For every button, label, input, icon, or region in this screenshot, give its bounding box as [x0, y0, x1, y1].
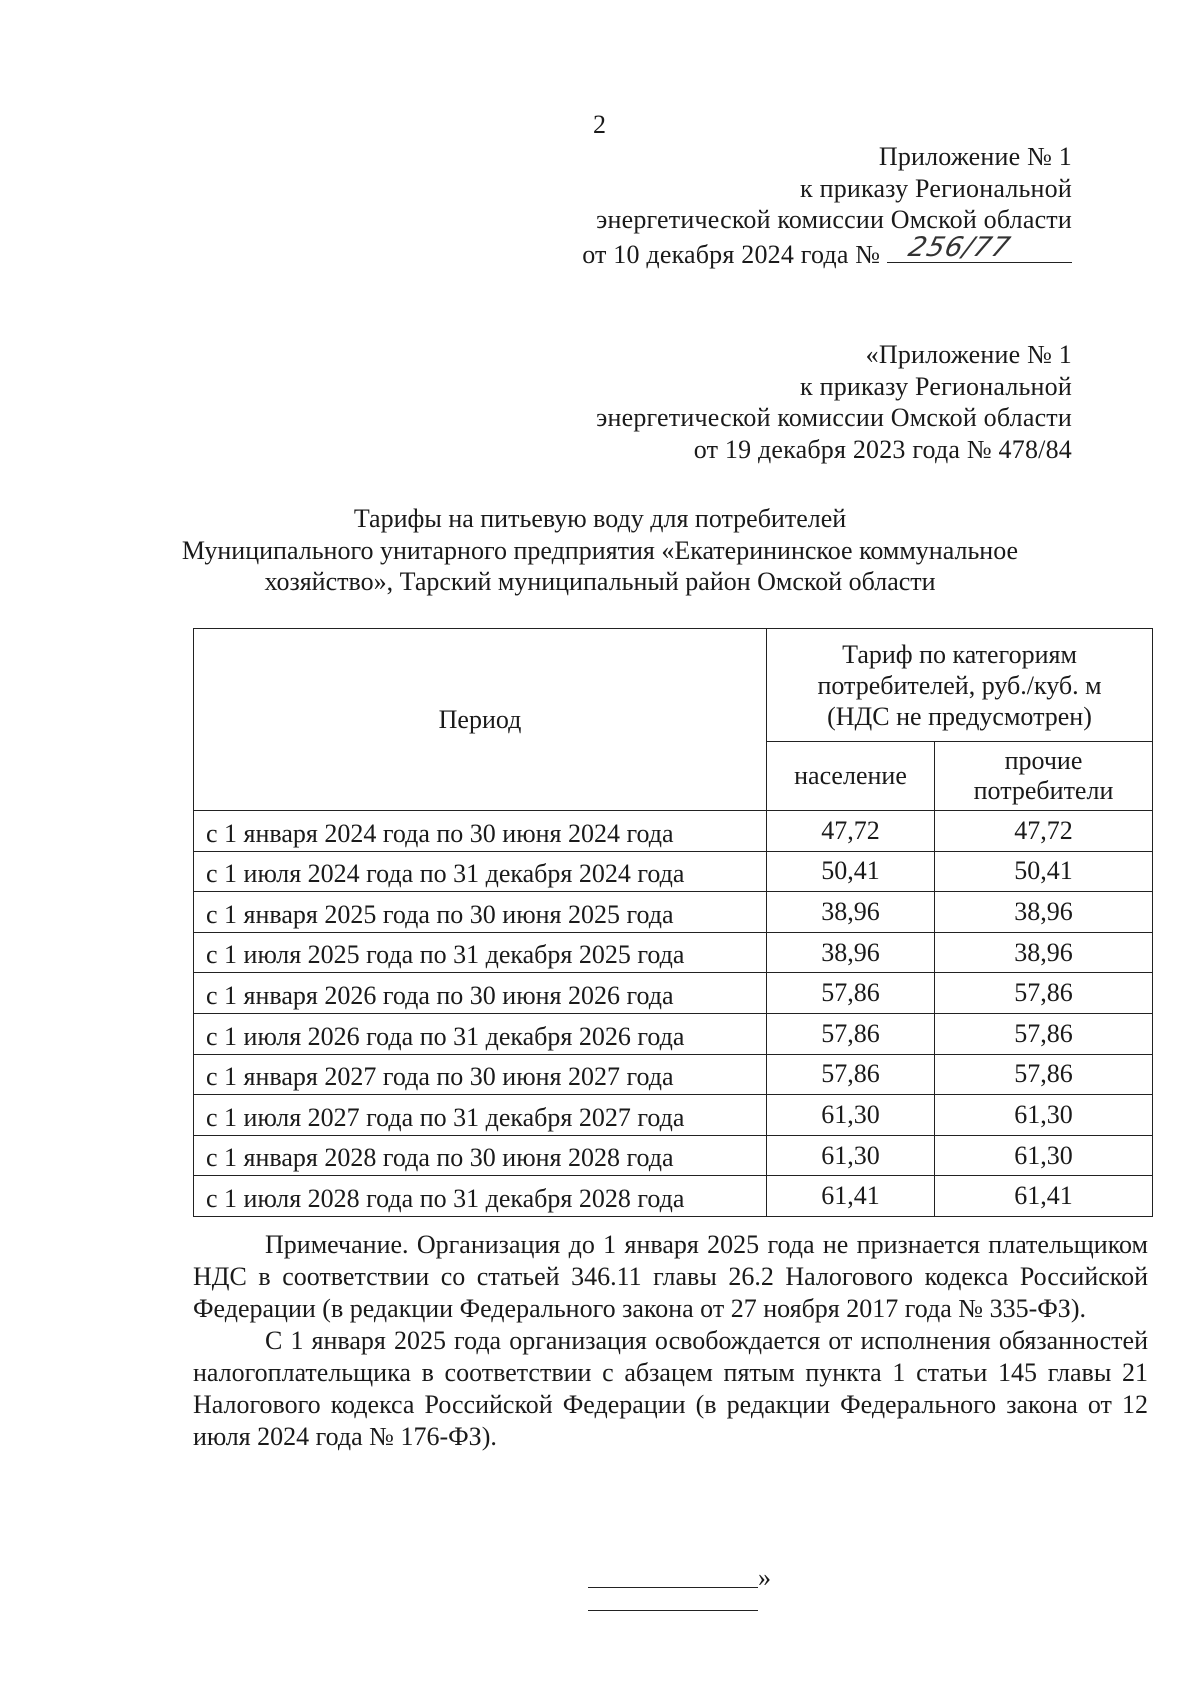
- closing-rule: [588, 1573, 758, 1588]
- other-value-cell: 61,30: [935, 1095, 1153, 1136]
- title-line2: Муниципального унитарного предприятия «Екатерининское коммунальное: [181, 535, 1019, 565]
- table-row: [194, 811, 1153, 852]
- notes-section: [193, 1229, 1148, 1453]
- appendix-current-header: [582, 141, 1072, 270]
- period-cell: с 1 июля 2025 года по 31 декабря 2025 года: [194, 932, 767, 973]
- period-cell: с 1 января 2024 года по 30 июня 2024 года: [194, 811, 767, 852]
- appendix-current-line2: к приказу Региональной: [800, 173, 1072, 203]
- other-value-cell: 61,30: [935, 1135, 1153, 1176]
- other-value-cell: 38,96: [935, 892, 1153, 933]
- population-value-cell: 57,86: [767, 1013, 935, 1054]
- population-value-cell: 61,30: [767, 1095, 935, 1136]
- appendix-current-line4: [582, 231, 1072, 271]
- document-title: [0, 503, 1200, 598]
- other-header-line1: прочие: [1004, 746, 1083, 775]
- other-value-cell: 61,41: [935, 1176, 1153, 1217]
- population-column-header: население: [767, 742, 935, 811]
- period-column-header: Период: [194, 629, 767, 811]
- title-line3: хозяйство», Тарский муниципальный район Омской области: [264, 567, 936, 596]
- period-cell: с 1 января 2027 года по 30 июня 2027 года: [194, 1054, 767, 1095]
- appendix-original-header: [596, 339, 1072, 465]
- table-row: [194, 1135, 1153, 1176]
- closing-separator: [588, 1564, 771, 1592]
- other-value-cell: 47,72: [935, 811, 1153, 852]
- population-value-cell: 61,41: [767, 1176, 935, 1217]
- appendix-original-line4: от 19 декабря 2023 года № 478/84: [693, 434, 1072, 464]
- table-row: [194, 973, 1153, 1014]
- population-value-cell: 47,72: [767, 811, 935, 852]
- tariff-header-line3: (НДС не предусмотрен): [827, 701, 1092, 731]
- order-number-field: [887, 231, 1072, 263]
- table-row: [194, 892, 1153, 933]
- final-separator-rule: [588, 1610, 758, 1611]
- title-line1: Тарифы на питьевую воду для потребителей: [353, 504, 847, 533]
- table-row: [194, 1176, 1153, 1217]
- handwritten-order-number: 256/77: [905, 231, 1014, 263]
- other-header-line2: потребители: [973, 776, 1114, 805]
- population-value-cell: 38,96: [767, 892, 935, 933]
- order-date-prefix: от 10 декабря 2024 года №: [582, 239, 881, 269]
- tariff-table: [193, 628, 1153, 1217]
- table-row: [194, 851, 1153, 892]
- population-value-cell: 57,86: [767, 973, 935, 1014]
- tariff-column-header: [767, 629, 1153, 742]
- period-cell: с 1 июля 2028 года по 31 декабря 2028 года: [194, 1176, 767, 1217]
- other-value-cell: 50,41: [935, 851, 1153, 892]
- appendix-current-line1: Приложение № 1: [878, 142, 1072, 171]
- appendix-current-line3: энергетической комиссии Омской области: [596, 205, 1072, 234]
- population-value-cell: 57,86: [767, 1054, 935, 1095]
- population-value-cell: 38,96: [767, 932, 935, 973]
- closing-quote: »: [758, 1563, 771, 1592]
- note-paragraph-2: С 1 января 2025 года организация освобождается от исполнения обязанностей налогоплательщика в соответствии с абзацем пятым пункта 1 статьи 145 главы 21 Налогового кодекса Российской Федерации (в редакции Федерального закона от 12 июля 2024 года № 176-ФЗ).: [193, 1326, 1148, 1451]
- table-row: [194, 1095, 1153, 1136]
- period-cell: с 1 января 2028 года по 30 июня 2028 года: [194, 1135, 767, 1176]
- page-number: 2: [593, 110, 607, 139]
- period-cell: с 1 июля 2026 года по 31 декабря 2026 года: [194, 1013, 767, 1054]
- table-row: [194, 1013, 1153, 1054]
- tariff-header-line1: Тариф по категориям: [842, 639, 1077, 669]
- period-cell: с 1 июля 2024 года по 31 декабря 2024 года: [194, 851, 767, 892]
- table-row: [194, 932, 1153, 973]
- appendix-original-line2: к приказу Региональной: [800, 371, 1072, 401]
- other-value-cell: 38,96: [935, 932, 1153, 973]
- period-cell: с 1 июля 2027 года по 31 декабря 2027 года: [194, 1095, 767, 1136]
- appendix-original-line3: энергетической комиссии Омской области: [596, 403, 1072, 432]
- tariff-table-body: [194, 811, 1153, 1217]
- other-consumers-column-header: [935, 742, 1153, 811]
- period-cell: с 1 января 2025 года по 30 июня 2025 года: [194, 892, 767, 933]
- tariff-header-line2: потребителей, руб./куб. м: [817, 670, 1102, 700]
- population-value-cell: 50,41: [767, 851, 935, 892]
- appendix-original-line1: «Приложение № 1: [865, 340, 1072, 369]
- population-value-cell: 61,30: [767, 1135, 935, 1176]
- other-value-cell: 57,86: [935, 1054, 1153, 1095]
- table-row: [194, 1054, 1153, 1095]
- period-cell: с 1 января 2026 года по 30 июня 2026 года: [194, 973, 767, 1014]
- note-paragraph-1: Примечание. Организация до 1 января 2025 года не признается плательщиком НДС в соответствии со статьей 346.11 главы 26.2 Налогового кодекса Российской Федерации (в редакции Федерального закона от 27 ноября 2017 года № 335-ФЗ).: [193, 1230, 1148, 1323]
- other-value-cell: 57,86: [935, 973, 1153, 1014]
- other-value-cell: 57,86: [935, 1013, 1153, 1054]
